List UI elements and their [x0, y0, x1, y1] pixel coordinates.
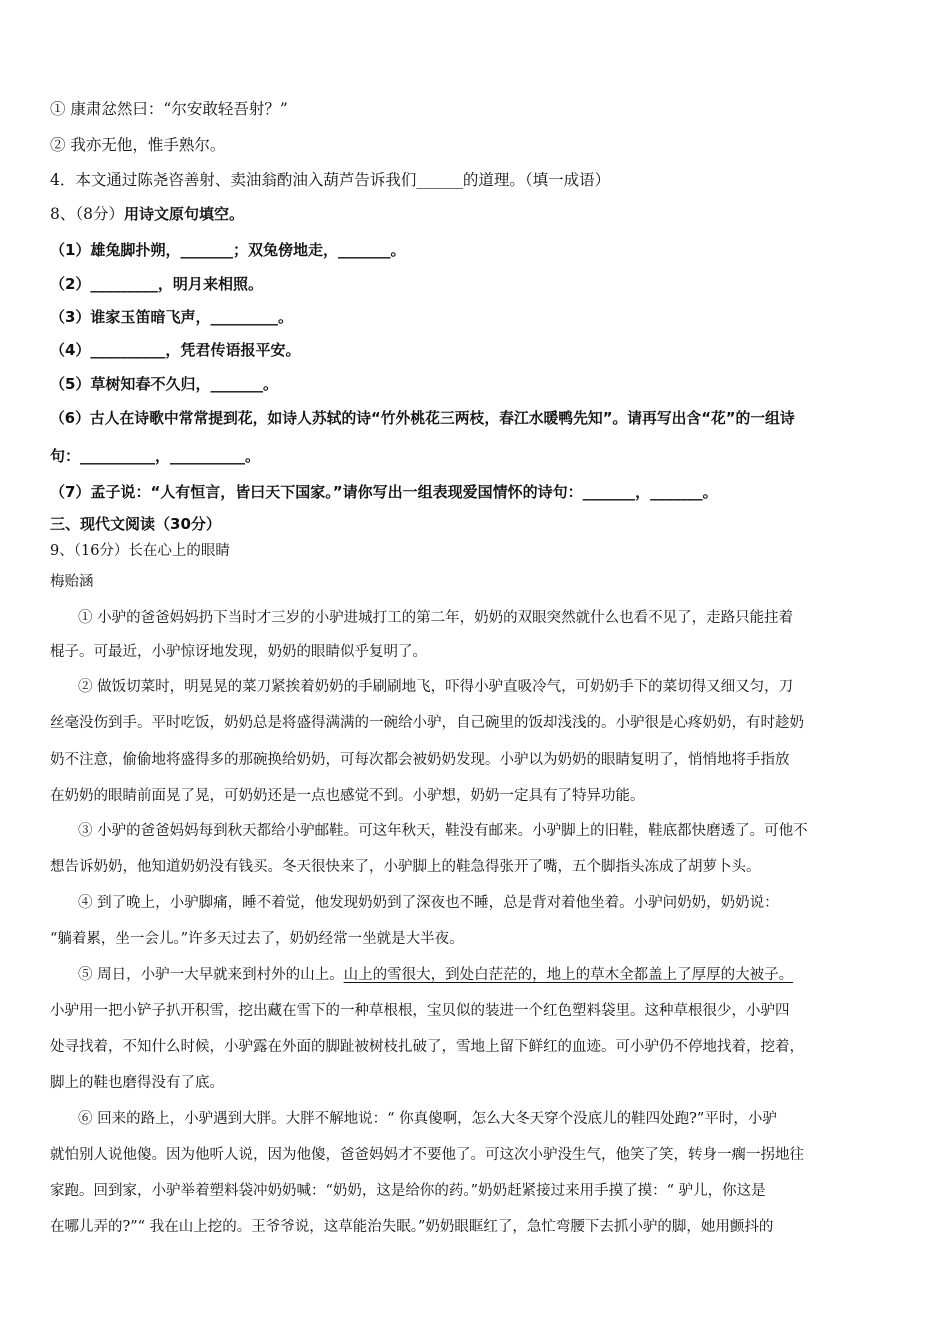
paragraph-line — [78, 965, 793, 985]
paragraph-line: ④ 到了晚上，小驴脚痛，睡不着觉，他发现奶奶到了深夜也不睡，总是背对着他坐着。小驴问奶奶，奶奶说： — [78, 895, 779, 911]
paragraph-line: 奶不注意，偷偷地将盛得多的那碗换给奶奶，可每次都会被奶奶发现。小驴以为奶奶的眼睛复明了，悄悄地将手指放 — [50, 752, 790, 768]
paragraph-line: 家跑。回到家，小驴举着塑料袋冲奶奶喊：“奶奶，这是给你的药。”奶奶赶紧接过来用手摸了摸：“ 驴儿，你这是 — [50, 1183, 766, 1199]
question-9-title: 9、（16分）长在心上的眼睛 — [50, 543, 230, 559]
question-number: 8、（8分） — [50, 205, 124, 223]
paragraph-line: 脚上的鞋也磨得没有了底。 — [50, 1075, 224, 1091]
paragraph-line: 在奶奶的眼睛前面晃了晃，可奶奶还是一点也感觉不到。小驴想，奶奶一定具有了特异功能。 — [50, 788, 645, 804]
underlined-sentence: 山上的雪很大，到处白茫茫的，地上的草木全都盖上了厚厚的大被子。 — [343, 967, 794, 983]
paragraph-line: 处寻找着，不知什么时候，小驴露在外面的脚趾被树枝扎破了，雪地上留下鲜红的血迹。可小驴仍不停地找着，挖着， — [50, 1039, 804, 1055]
paragraph-line: 棍子。可最近，小驴惊讶地发现，奶奶的眼睛似乎复明了。 — [50, 644, 427, 660]
paragraph-line: ③ 小驴的爸爸妈妈每到秋天都给小驴邮鞋。可这年秋天，鞋没有邮来。小驴脚上的旧鞋，鞋底都快磨透了。可他不 — [78, 823, 808, 839]
paragraph-line: “躺着累，坐一会儿。”许多天过去了，奶奶经常一坐就是大半夜。 — [50, 931, 464, 947]
paragraph-line: 丝毫没伤到手。平时吃饭，奶奶总是将盛得满满的一碗给小驴，自己碗里的饭却浅浅的。小驴很是心疼奶奶，有时趁奶 — [50, 715, 804, 731]
paragraph-line: ① 小驴的爸爸妈妈扔下当时才三岁的小驴进城打工的第二年，奶奶的双眼突然就什么也看不见了，走路只能拄着 — [78, 610, 794, 626]
section-heading: 三、现代文阅读（30分） — [50, 515, 221, 533]
fill-blank-item: （3）谁家玉笛暗飞声，_________。 — [50, 308, 293, 326]
fill-blank-item: （6）古人在诗歌中常常提到花，如诗人苏轼的诗“竹外桃花三两枝，春江水暖鸭先知”。请再写出含“花”的一组诗 — [50, 410, 795, 427]
fill-blank-item: （4）__________，凭君传语报平安。 — [50, 341, 301, 359]
text-line: 4．本文通过陈尧咨善射、卖油翁酌油入葫芦告诉我们______的道理。（填一成语） — [50, 171, 611, 189]
article-author: 梅贻涵 — [50, 574, 94, 590]
paragraph-line: ② 做饭切菜时，明晃晃的菜刀紧挨着奶奶的手刷刷地飞，吓得小驴直吸冷气，可奶奶手下的菜切得又细又匀，刀 — [78, 679, 794, 695]
paragraph-line: ⑥ 回来的路上，小驴遇到大胖。大胖不解地说：“ 你真傻啊，怎么大冬天穿个没底儿的鞋四处跑?”平时，小驴 — [78, 1111, 777, 1127]
fill-blank-item: （7）孟子说：“人有恒言，皆曰天下国家。”请你写出一组表现爱国情怀的诗句：_______，_______。 — [50, 483, 718, 501]
fill-blank-item: （5）草树知春不久归，_______。 — [50, 375, 278, 393]
fill-blank-item: 句：__________，__________。 — [50, 447, 261, 465]
paragraph-text: ⑤ 周日，小驴一大早就来到村外的山上。 — [78, 967, 344, 983]
paragraph-line: 就怕别人说他傻。因为他听人说，因为他傻，爸爸妈妈才不要他了。可这次小驴没生气，他笑了笑，转身一瘸一拐地往 — [50, 1147, 804, 1163]
text-line: ① 康肃忿然曰：“尔安敢轻吾射？” — [50, 100, 288, 118]
paragraph-line: 小驴用一把小铲子扒开积雪，挖出藏在雪下的一种草根根，宝贝似的装进一个红色塑料袋里。这种草根很少，小驴四 — [50, 1003, 790, 1019]
text-line: ② 我亦无他，惟手熟尔。 — [50, 136, 226, 154]
fill-blank-item: （2）_________，明月来相照。 — [50, 275, 263, 293]
paragraph-line: 想告诉奶奶，他知道奶奶没有钱买。冬天很快来了，小驴脚上的鞋急得张开了嘴，五个脚指头冻成了胡萝卜头。 — [50, 859, 761, 875]
fill-blank-item: （1）雄兔脚扑朔，_______；双兔傍地走，_______。 — [50, 241, 406, 259]
question-8-heading — [50, 204, 244, 224]
paragraph-line: 在哪儿弄的?”“ 我在山上挖的。王爷爷说，这草能治失眠。”奶奶眼眶红了，急忙弯腰下去抓小驴的脚，她用颤抖的 — [50, 1219, 774, 1235]
question-title: 用诗文原句填空。 — [123, 205, 244, 223]
